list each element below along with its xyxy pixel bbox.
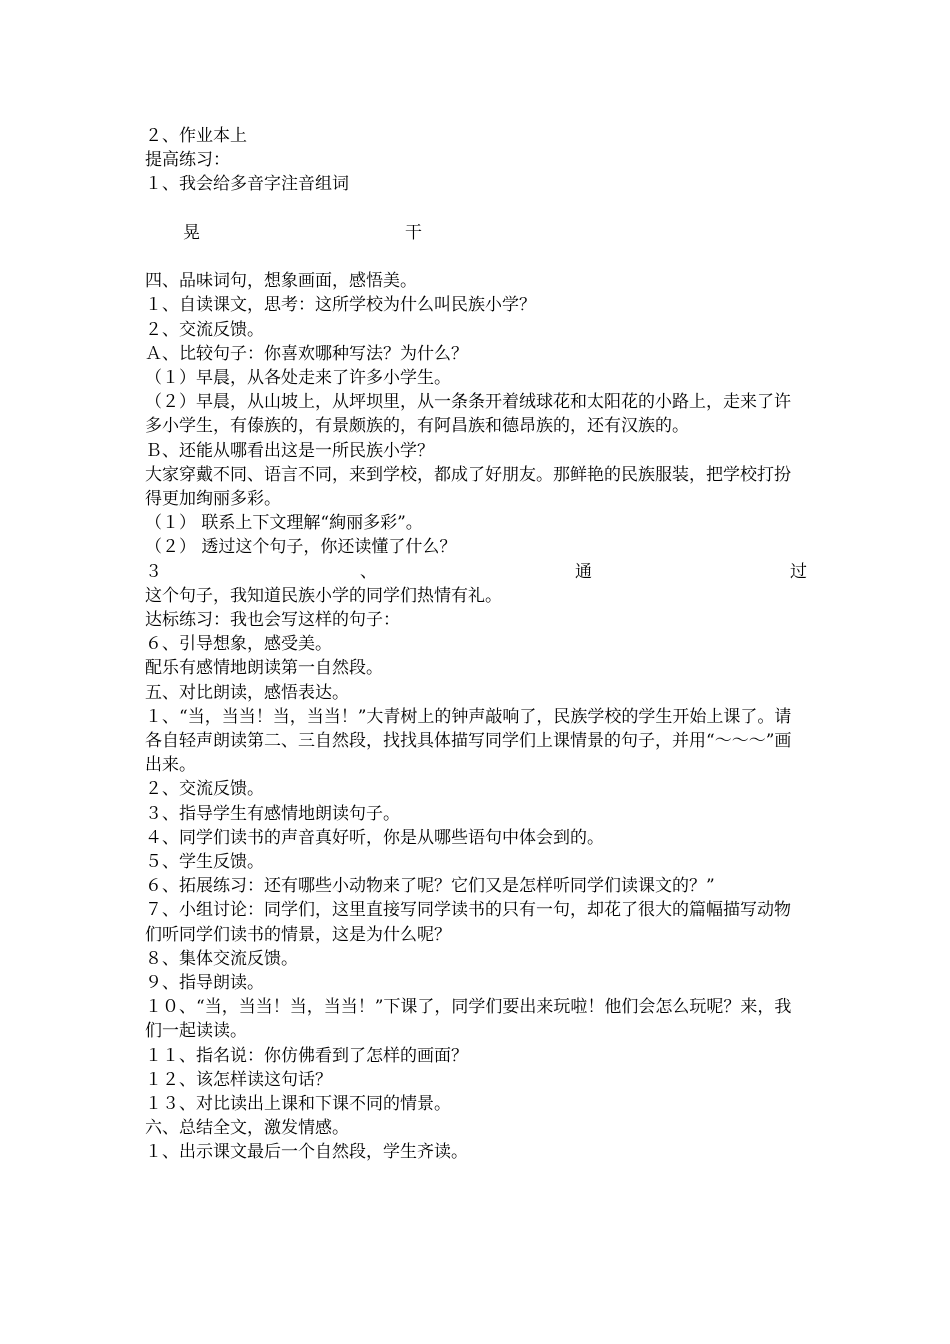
polyphonic-char: 晃 [183,222,200,243]
text-line: Ｂ、还能从哪看出这是一所民族小学？ [145,440,434,461]
text-paragraph: １０、“当，当当！当，当当！”下课了，同学们要出来玩啦！他们会怎么玩呢？来，我们一起读读。 [145,997,792,1042]
text-line: ５、学生反馈。 [145,852,264,873]
text-line: 达标练习：我也会写这样的句子： [145,610,400,631]
justified-char: ３ [145,561,162,582]
text-line: ２、交流反馈。 [145,779,264,800]
text-line: 配乐有感情地朗读第一自然段。 [145,658,383,679]
text-paragraph: １、“当，当当！当，当当！”大青树上的钟声敲响了，民族学校的学生开始上课了。请各自轻声朗读第二、三自然段，找找具体描写同学们上课情景的句子，并用“～～～”画出来。 [145,706,792,776]
section-heading: 四、品味词句，想象画面，感悟美。 [145,271,417,292]
text-paragraph: （２）早晨，从山坡上，从坪坝里，从一条条开着绒球花和太阳花的小路上，走来了许多小学生，有傣族的，有景颇族的，有阿昌族和德昂族的，还有汉族的。 [145,392,791,437]
text-line: （１）早晨，从各处走来了许多小学生。 [145,367,451,388]
polyphonic-char: 干 [405,222,422,243]
text-line: ４、同学们读书的声音真好听，你是从哪些语句中体会到的。 [145,827,604,848]
text-line: （１） 联系上下文理解“絢丽多彩”。 [145,513,423,534]
text-line: 这个句子，我知道民族小学的同学们热情有礼。 [145,585,502,606]
section-heading: 五、对比朗读，感悟表达。 [145,682,349,703]
text-line: １３、对比读出上课和下课不同的情景。 [145,1094,451,1115]
text-paragraph: 大家穿戴不同、语言不同，来到学校，都成了好朋友。那鲜艳的民族服装，把学校打扮得更加绚丽多彩。 [145,464,791,509]
lesson-plan-text [145,124,807,1165]
text-line: ９、指导朗读。 [145,973,264,994]
text-line: １、自读课文，思考：这所学校为什么叫民族小学？ [145,295,536,316]
text-line: ６、引导想象，感受美。 [145,634,332,655]
section-heading: 六、总结全文，激发情感。 [145,1118,349,1139]
text-line: ８、集体交流反馈。 [145,948,298,969]
text-line: （２） 透过这个句子，你还读懂了什么？ [145,537,457,558]
text-line: ３、指导学生有感情地朗读句子。 [145,803,400,824]
blank-line [145,245,807,269]
justified-char: 、 [360,561,377,582]
blank-line [145,197,807,221]
justified-char: 过 [790,561,807,582]
text-line: １１、指名说：你仿佛看到了怎样的画面？ [145,1045,468,1066]
text-line: １、我会给多音字注音组词 [145,174,349,195]
text-paragraph: ７、小组讨论：同学们，这里直接写同学读书的只有一句，却花了很大的篇幅描写动物们听同学们读书的情景，这是为什么呢？ [145,900,791,945]
polyphonic-char-row [145,221,807,245]
text-line: 提高练习： [145,150,230,171]
text-line: ６、拓展练习：还有哪些小动物来了呢？它们又是怎样听同学们读课文的？” [145,876,715,897]
text-line: ２、交流反馈。 [145,319,264,340]
justified-line [145,560,807,584]
justified-char: 通 [575,561,592,582]
text-line: ２、作业本上 [145,126,247,146]
text-line: １、出示课文最后一个自然段，学生齐读。 [145,1142,468,1163]
text-line: Ａ、比较句子：你喜欢哪种写法？为什么？ [145,343,468,364]
text-line: １２、该怎样读这句话？ [145,1069,332,1090]
